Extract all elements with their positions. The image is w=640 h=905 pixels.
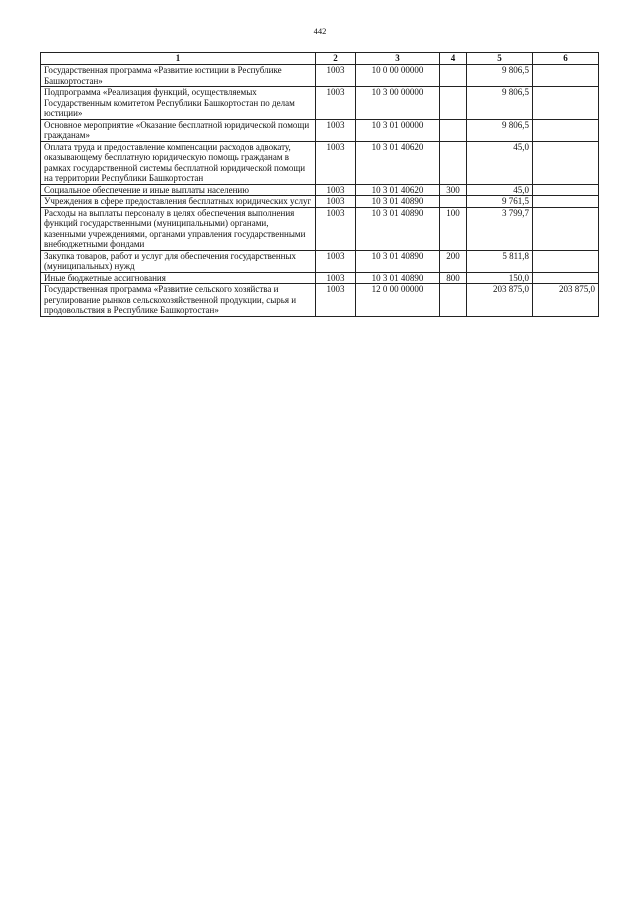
row-target: 10 3 01 40620	[356, 184, 440, 196]
row-amount: 9 806,5	[467, 119, 533, 141]
table-row	[41, 141, 599, 184]
row-amount2	[533, 272, 599, 284]
row-amount2	[533, 250, 599, 272]
row-type	[440, 87, 467, 120]
row-amount: 45,0	[467, 141, 533, 184]
row-type: 100	[440, 207, 467, 250]
row-section: 1003	[316, 250, 356, 272]
row-amount: 5 811,8	[467, 250, 533, 272]
row-name: Закупка товаров, работ и услуг для обеспечения государственных (муниципальных) нужд	[41, 250, 316, 272]
row-target: 10 3 01 40620	[356, 141, 440, 184]
row-name: Подпрограмма «Реализация функций, осуществляемых Государственным комитетом Республики Башкортостан по делам юстиции»	[41, 87, 316, 120]
table-row	[41, 65, 599, 87]
row-section: 1003	[316, 141, 356, 184]
row-target: 10 3 01 40890	[356, 196, 440, 208]
row-amount2	[533, 65, 599, 87]
table-row	[41, 87, 599, 120]
row-section: 1003	[316, 184, 356, 196]
row-amount: 45,0	[467, 184, 533, 196]
row-amount2	[533, 196, 599, 208]
row-amount2	[533, 207, 599, 250]
budget-table	[40, 52, 599, 317]
row-type: 200	[440, 250, 467, 272]
row-type: 300	[440, 184, 467, 196]
row-target: 10 3 01 40890	[356, 250, 440, 272]
table-row	[41, 250, 599, 272]
row-target: 12 0 00 00000	[356, 284, 440, 317]
row-amount: 9 761,5	[467, 196, 533, 208]
row-amount2: 203 875,0	[533, 284, 599, 317]
column-header: 1	[41, 53, 316, 65]
row-amount: 3 799,7	[467, 207, 533, 250]
table-row	[41, 207, 599, 250]
table-row	[41, 272, 599, 284]
table-row	[41, 284, 599, 317]
row-section: 1003	[316, 119, 356, 141]
row-amount2	[533, 141, 599, 184]
row-target: 10 3 01 40890	[356, 272, 440, 284]
column-header: 4	[440, 53, 467, 65]
row-type	[440, 119, 467, 141]
row-name: Основное мероприятие «Оказание бесплатной юридической помощи гражданам»	[41, 119, 316, 141]
row-target: 10 3 00 00000	[356, 87, 440, 120]
row-type: 800	[440, 272, 467, 284]
row-section: 1003	[316, 284, 356, 317]
row-section: 1003	[316, 196, 356, 208]
row-section: 1003	[316, 65, 356, 87]
column-header: 3	[356, 53, 440, 65]
table-row	[41, 184, 599, 196]
row-name: Государственная программа «Развитие сельского хозяйства и регулирование рынков сельскохозяйственной продукции, сырья и продовольствия в Республике Башкортостан»	[41, 284, 316, 317]
row-amount2	[533, 184, 599, 196]
row-name: Расходы на выплаты персоналу в целях обеспечения выполнения функций государственными (муниципальными) органами, казенными учреждениями, органами управления государственными внебюджетными фондами	[41, 207, 316, 250]
row-amount: 9 806,5	[467, 87, 533, 120]
row-type	[440, 141, 467, 184]
row-name: Государственная программа «Развитие юстиции в Республике Башкортостан»	[41, 65, 316, 87]
table-row	[41, 119, 599, 141]
row-amount: 203 875,0	[467, 284, 533, 317]
column-header: 6	[533, 53, 599, 65]
row-section: 1003	[316, 207, 356, 250]
row-section: 1003	[316, 272, 356, 284]
row-target: 10 0 00 00000	[356, 65, 440, 87]
row-name: Социальное обеспечение и иные выплаты населению	[41, 184, 316, 196]
row-amount2	[533, 87, 599, 120]
row-type	[440, 65, 467, 87]
page-number: 442	[313, 26, 327, 36]
row-target: 10 3 01 00000	[356, 119, 440, 141]
row-type	[440, 284, 467, 317]
row-section: 1003	[316, 87, 356, 120]
column-header: 5	[467, 53, 533, 65]
column-header: 2	[316, 53, 356, 65]
table-row	[41, 196, 599, 208]
row-target: 10 3 01 40890	[356, 207, 440, 250]
row-amount: 150,0	[467, 272, 533, 284]
row-amount2	[533, 119, 599, 141]
row-name: Иные бюджетные ассигнования	[41, 272, 316, 284]
header-row	[41, 53, 599, 65]
row-type	[440, 196, 467, 208]
row-amount: 9 806,5	[467, 65, 533, 87]
row-name: Оплата труда и предоставление компенсации расходов адвокату, оказывающему бесплатную юридическую помощь гражданам в рамках государственной системы бесплатной юридической помощи на территории Республики Башкортостан	[41, 141, 316, 184]
row-name: Учреждения в сфере предоставления бесплатных юридических услуг	[41, 196, 316, 208]
